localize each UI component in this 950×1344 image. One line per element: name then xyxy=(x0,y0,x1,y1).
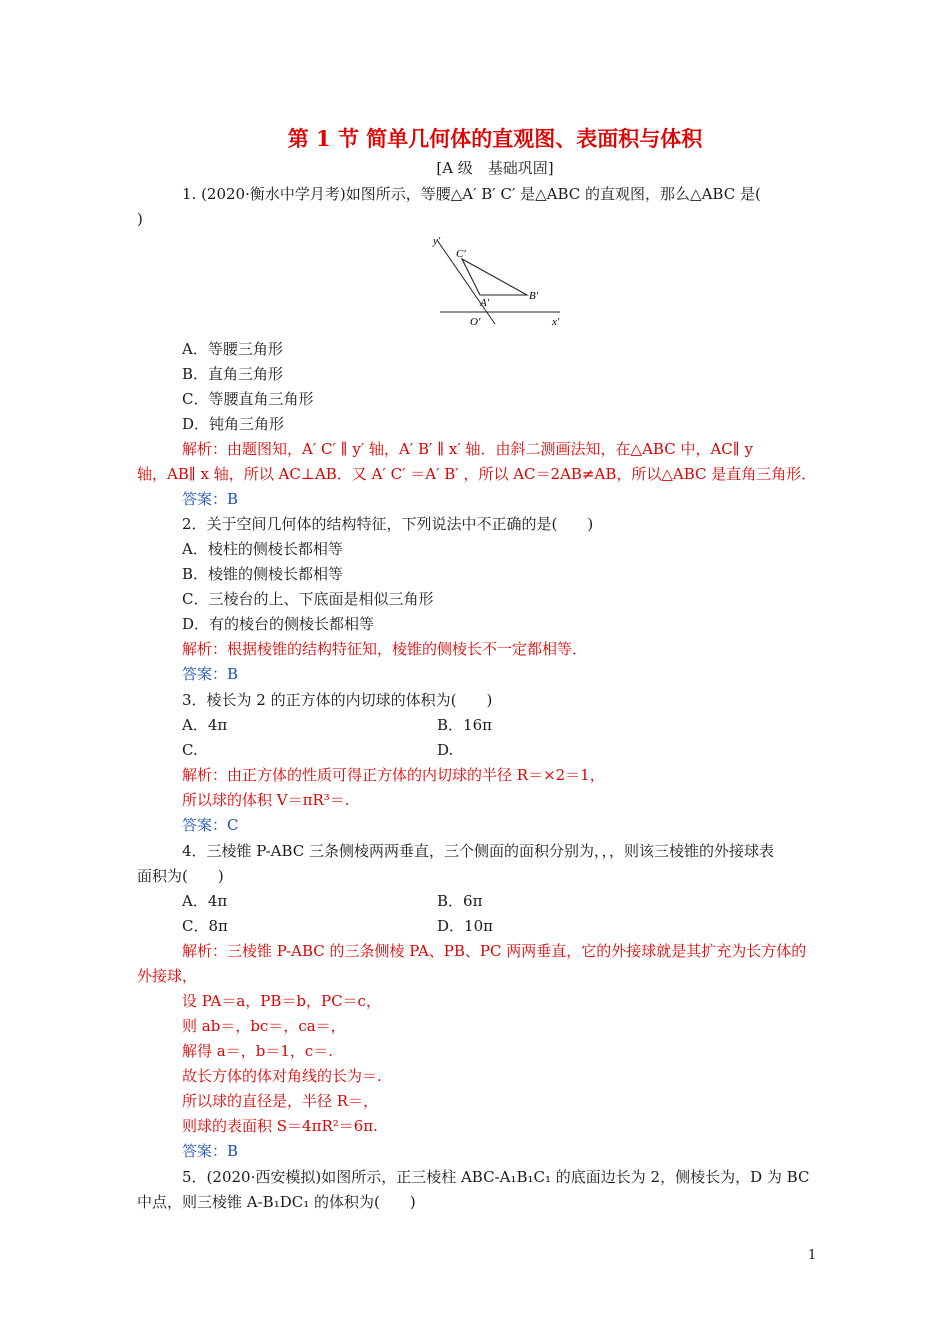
q2-solution: 解析：根据棱锥的结构特征知，棱锥的侧棱长不一定都相等． xyxy=(182,640,588,658)
q1-option-c: C．等腰直角三角形 xyxy=(182,390,314,408)
q4-solution-line7: 所以球的直径是，半径 R＝， xyxy=(182,1092,379,1110)
q1-option-a: A．等腰三角形 xyxy=(182,340,283,358)
q2-option-d: D．有的棱台的侧棱长都相等 xyxy=(182,615,375,633)
q4-solution-line2: 外接球， xyxy=(137,967,198,985)
q1-stem-line1: 1. (2020·衡水中学月考)如图所示，等腰△A′ B′ C′ 是△ABC 的直观图，那么△ABC 是( xyxy=(182,185,761,203)
q4-stem-line1: 4．三棱锥 P-ABC 三条侧棱两两垂直，三个侧面的面积分别为，，，则该三棱锥的外接球表 xyxy=(182,842,775,860)
q1-solution-line2: 轴，AB∥ x 轴，所以 AC⊥AB．又 A′ C′ ＝A′ B′ ，所以 AC＝2AB≠AB，所以△ABC 是直角三角形． xyxy=(137,465,817,483)
q1-answer: 答案：B xyxy=(182,490,239,508)
q4-solution-line4: 则 ab＝，bc＝，ca＝， xyxy=(182,1017,346,1035)
page-title: 第 1 节 简单几何体的直观图、表面积与体积 xyxy=(287,126,703,151)
q1-option-d: D．钝角三角形 xyxy=(182,415,285,433)
q2-option-a: A．棱柱的侧棱长都相等 xyxy=(182,540,343,558)
q1-stem-line2: ) xyxy=(137,210,143,228)
q3-answer: 答案：C xyxy=(182,816,239,834)
q3-solution-line2: 所以球的体积 V＝πR³＝. xyxy=(182,791,350,809)
q2-stem: 2．关于空间几何体的结构特征，下列说法中不正确的是( ) xyxy=(182,515,594,533)
q2-option-c: C．三棱台的上、下底面是相似三角形 xyxy=(182,590,434,608)
q4-solution-line1: 解析：三棱锥 P-ABC 的三条侧棱 PA、PB、PC 两两垂直，它的外接球就是其扩充为长方体的 xyxy=(182,942,807,960)
oblique-projection-figure xyxy=(425,232,575,327)
q2-option-b: B．棱锥的侧棱长都相等 xyxy=(182,565,344,583)
level-heading: [A 级 基础巩固] xyxy=(436,159,554,177)
q4-solution-line3: 设 PA＝a，PB＝b，PC＝c， xyxy=(182,992,381,1010)
q3-solution-line1: 解析：由正方体的性质可得正方体的内切球的半径 R＝×2＝1， xyxy=(182,766,605,784)
q3-stem: 3．棱长为 2 的正方体的内切球的体积为( ) xyxy=(182,691,493,709)
q5-stem-line2: 中点，则三棱锥 A-B₁DC₁ 的体积为( ) xyxy=(137,1193,416,1211)
q4-stem-line2: 面积为( ) xyxy=(137,867,224,885)
q3-option-a: A．4π xyxy=(182,716,228,734)
point-b-label: B′ xyxy=(529,290,539,302)
point-c-label: C′ xyxy=(456,248,466,260)
q5-stem-line1: 5．(2020·西安模拟)如图所示，正三棱柱 ABC-A₁B₁C₁ 的底面边长为 2，侧棱长为，D 为 BC xyxy=(182,1168,810,1186)
q4-option-a: A．4π xyxy=(182,892,228,910)
q3-option-c: C. xyxy=(182,741,198,759)
q4-solution-line5: 解得 a＝，b＝1，c＝. xyxy=(182,1042,334,1060)
q4-option-d: D．10π xyxy=(437,917,493,935)
q1-solution-line1: 解析：由题图知，A′ C′ ∥ y′ 轴，A′ B′ ∥ x′ 轴．由斜二测画法知，在△ABC 中，AC∥ y xyxy=(182,440,753,458)
origin-label: O′ xyxy=(470,316,481,327)
q4-answer: 答案：B xyxy=(182,1142,239,1160)
q4-solution-line6: 故长方体的体对角线的长为＝. xyxy=(182,1067,382,1085)
q3-option-b: B．16π xyxy=(437,716,492,734)
point-a-label: A′ xyxy=(480,297,490,309)
q4-option-b: B．6π xyxy=(437,892,483,910)
q3-option-d: D. xyxy=(437,741,454,759)
q4-option-c: C．8π xyxy=(182,917,228,935)
y-axis-label: y′ xyxy=(433,235,441,247)
q4-solution-line8: 则球的表面积 S＝4πR²＝6π. xyxy=(182,1117,378,1135)
q1-option-b: B．直角三角形 xyxy=(182,365,284,383)
x-axis-label: x′ xyxy=(552,316,560,327)
q2-answer: 答案：B xyxy=(182,665,239,683)
page-number: 1 xyxy=(808,1248,817,1263)
